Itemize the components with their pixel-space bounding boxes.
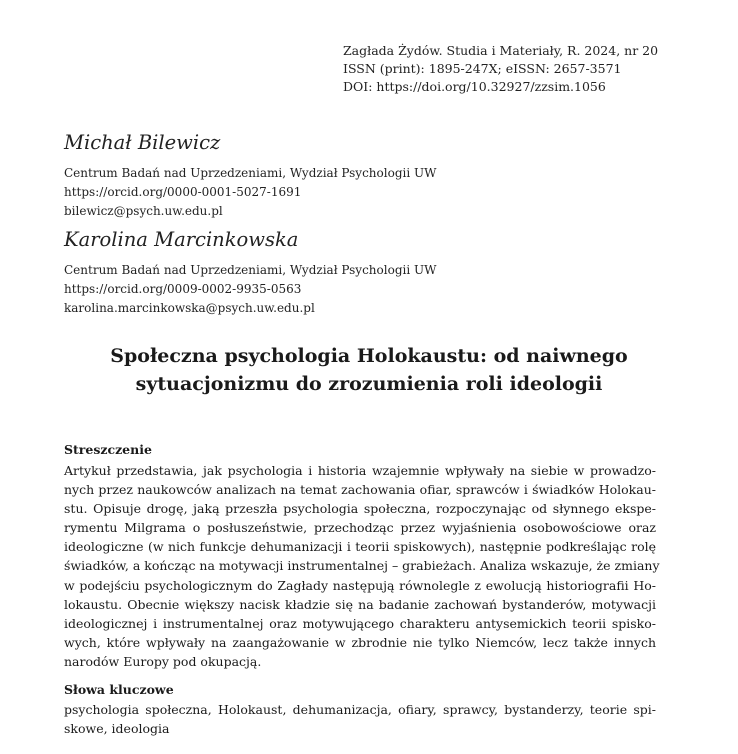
abstract-line: nych przez naukowców analizach na temat zachowania ofiar, sprawców i świadków Holokau- bbox=[64, 482, 656, 498]
journal-issn: ISSN (print): 1895-247X; eISSN: 2657-3571 bbox=[343, 61, 622, 76]
author-email: karolina.marcinkowska@psych.uw.edu.pl bbox=[64, 301, 315, 315]
abstract-line: Artykuł przedstawia, jak psychologia i historia wzajemnie wpływały na siebie w prowadzo- bbox=[64, 463, 656, 478]
abstract-line: ideologicznej i instrumentalnej oraz motywującego charakteru antysemickich teorii spisko- bbox=[64, 615, 656, 631]
abstract-body bbox=[64, 461, 660, 671]
author-details bbox=[64, 164, 436, 221]
author-email: bilewicz@psych.uw.edu.pl bbox=[64, 204, 223, 218]
author-details bbox=[64, 261, 436, 318]
journal-citation: Zagłada Żydów. Studia i Materiały, R. 2024, nr 20 bbox=[343, 43, 659, 58]
author-name: Michał Bilewicz bbox=[64, 131, 221, 154]
abstract-line: narodów Europy pod okupacją. bbox=[64, 653, 262, 669]
journal-info bbox=[343, 42, 658, 96]
keywords-body bbox=[64, 700, 656, 738]
abstract-line: stu. Opisuje drogę, jaką przeszła psychologia społeczna, rozpoczynając od słynnego ekspe- bbox=[64, 501, 656, 517]
abstract-line: ideologiczne (w nich funkcje dehumanizacji i teorii spiskowych), następnie podkreślając rolę bbox=[64, 539, 656, 555]
author-orcid: https://orcid.org/0000-0001-5027-1691 bbox=[64, 185, 302, 199]
abstract-line: świadków, a kończąc na motywacji instrumentalnej – grabieżach. Analiza wskazuje, że zmiany bbox=[64, 558, 660, 574]
keywords-heading: Słowa kluczowe bbox=[64, 682, 174, 697]
author-orcid: https://orcid.org/0009-0002-9935-0563 bbox=[64, 282, 302, 296]
abstract-line: lokaustu. Obecnie większy nacisk kładzie się na badanie zachowań bystanderów, motywacji bbox=[64, 596, 656, 612]
author-affiliation: Centrum Badań nad Uprzedzeniami, Wydział Psychologii UW bbox=[64, 263, 437, 277]
keywords-line: psychologia społeczna, Holokaust, dehumanizacja, ofiary, sprawcy, bystanderzy, teorie spi- bbox=[64, 702, 656, 717]
abstract-line: wych, które wpływały na zaangażowanie w zbrodnie nie tylko Niemców, lecz także innych bbox=[64, 634, 656, 650]
journal-doi: DOI: https://doi.org/10.32927/zzsim.1056 bbox=[343, 79, 606, 94]
title-line: Społeczna psychologia Holokaustu: od naiwnego bbox=[110, 345, 628, 367]
author-affiliation: Centrum Badań nad Uprzedzeniami, Wydział Psychologii UW bbox=[64, 166, 437, 180]
abstract-line: w podejściu psychologicznym do Zagłady następują równolegle z ewolucją historiografii Ho- bbox=[64, 577, 656, 593]
title-line: sytuacjonizmu do zrozumienia roli ideologii bbox=[135, 373, 603, 395]
abstract-line: rymentu Milgrama o posłuszeństwie, przechodząc przez wyjaśnienia osobowościowe oraz bbox=[64, 520, 656, 536]
article-title bbox=[64, 342, 674, 398]
abstract-heading: Streszczenie bbox=[64, 442, 152, 457]
keywords-line: skowe, ideologia bbox=[64, 721, 170, 737]
author-name: Karolina Marcinkowska bbox=[64, 228, 299, 251]
